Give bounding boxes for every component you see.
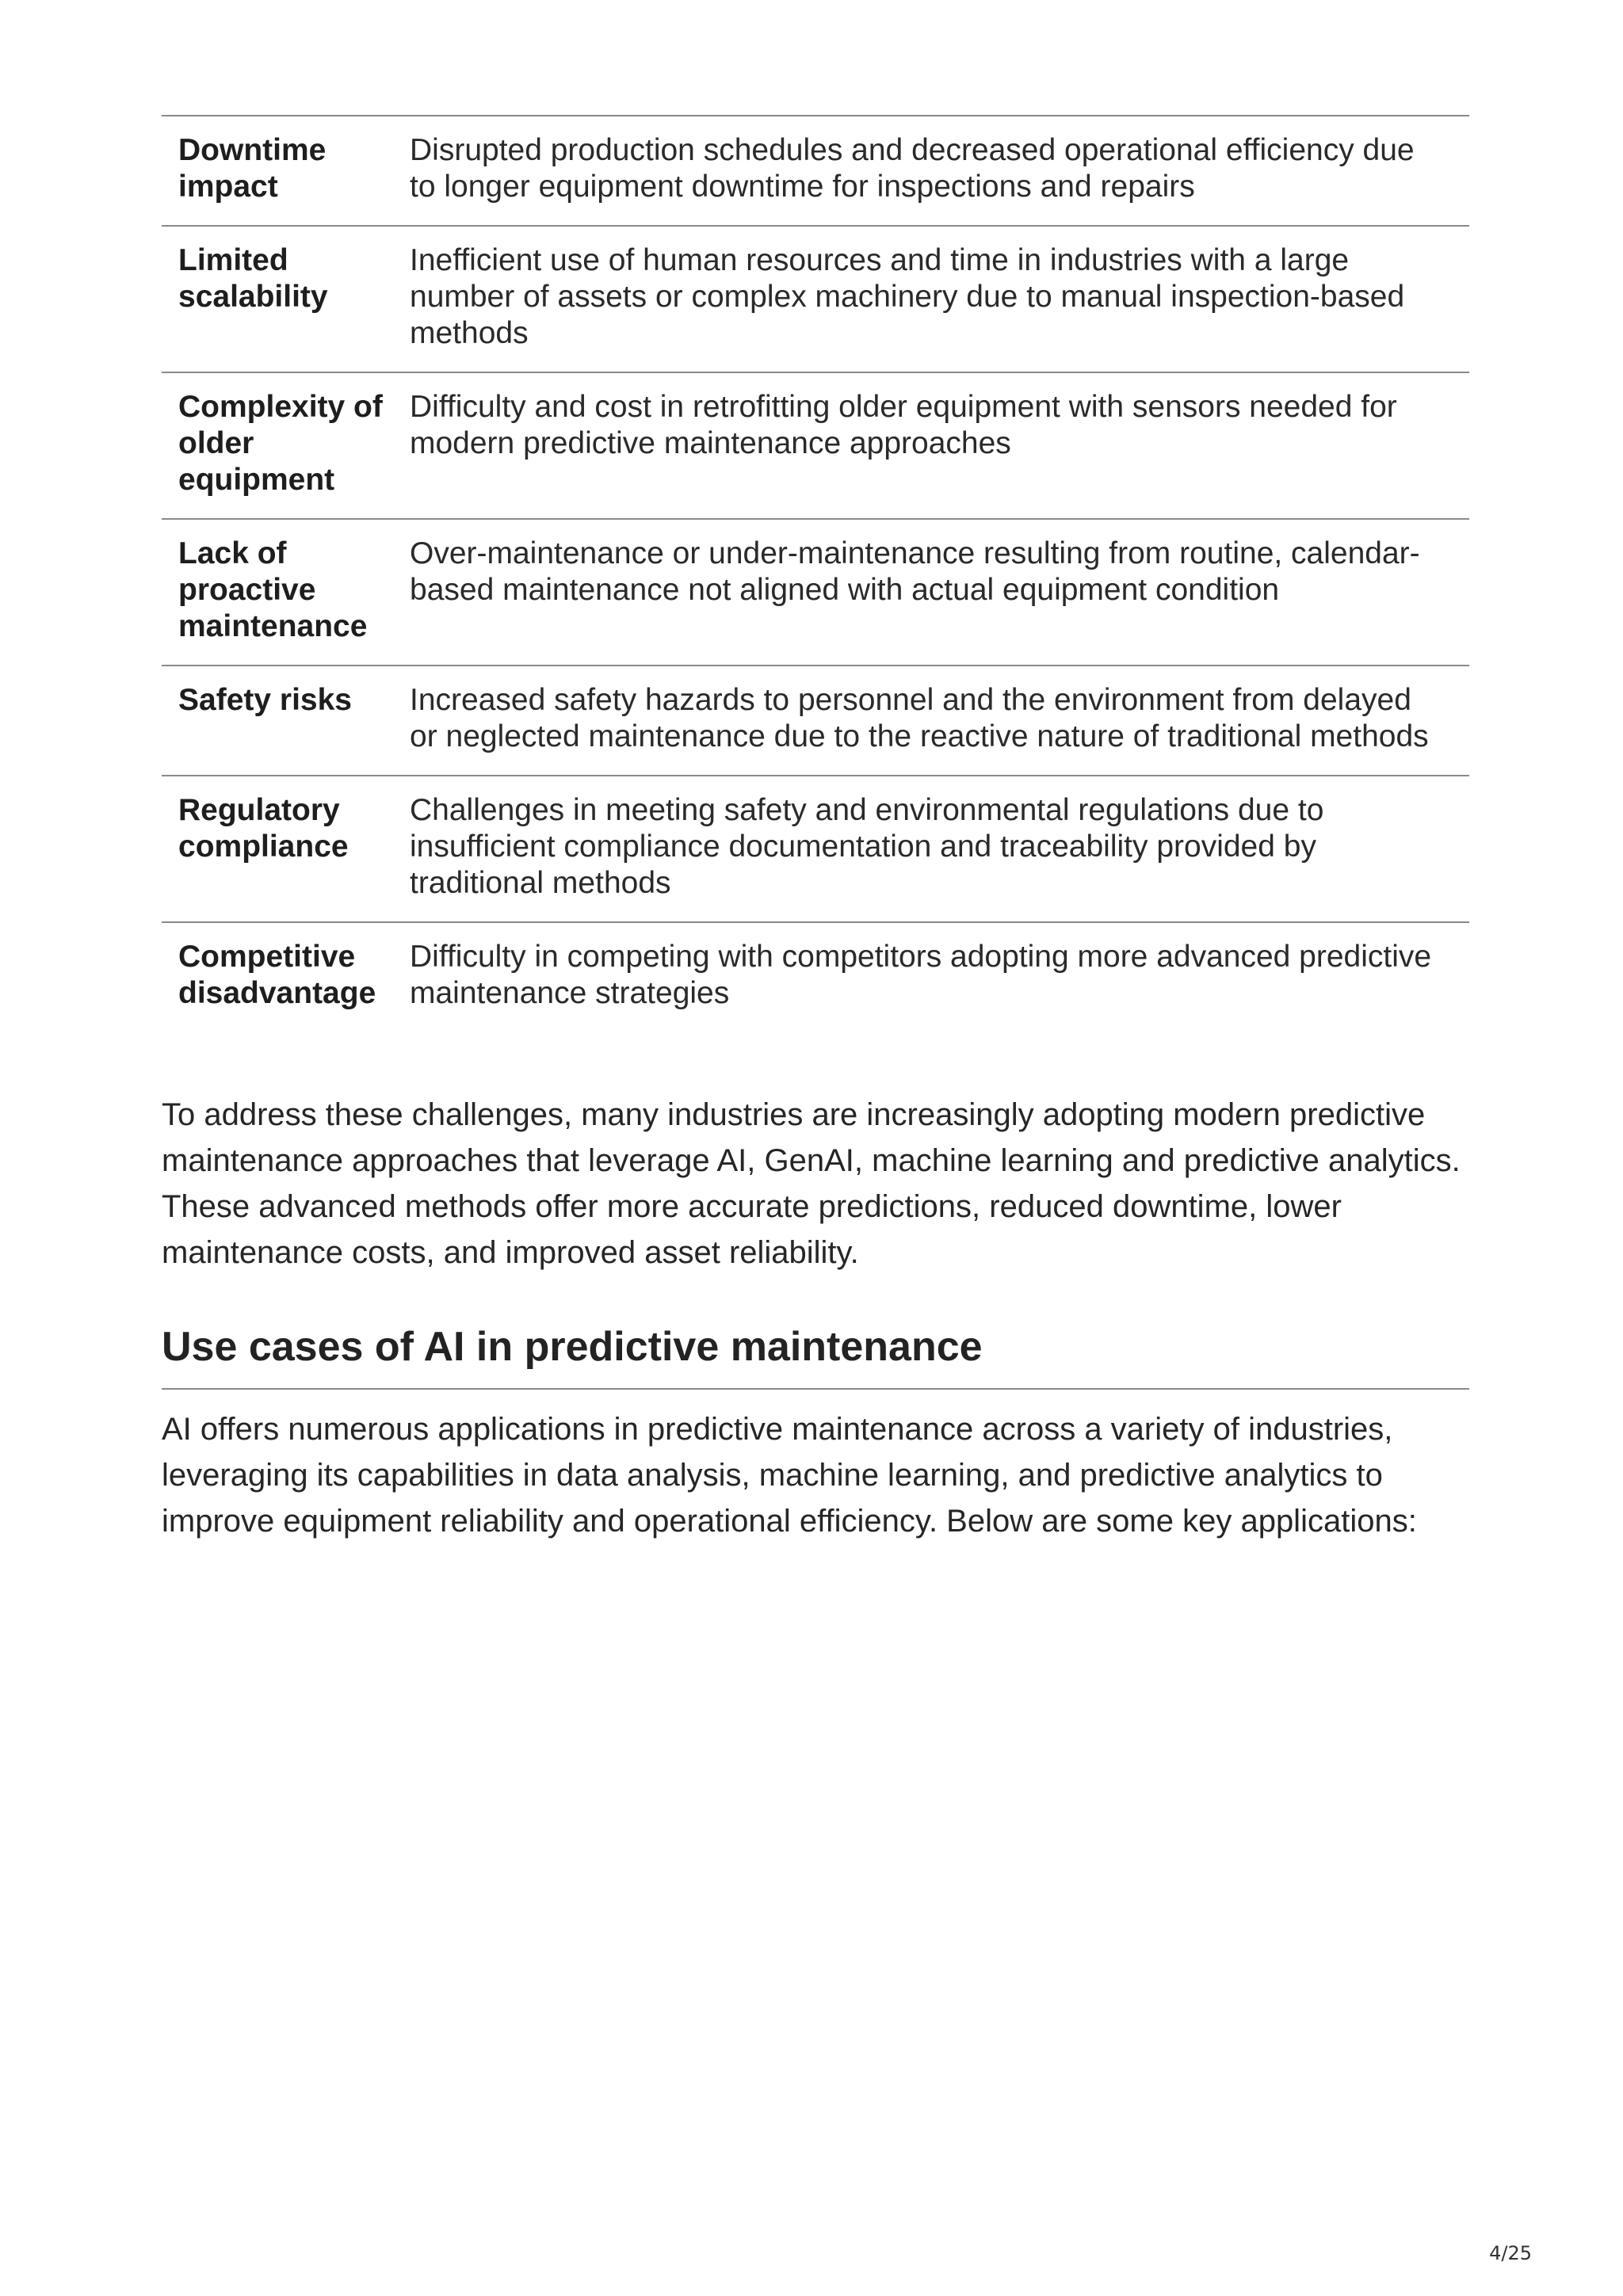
row-description: Inefficient use of human resources and time in industries with a large number of assets or complex machinery due to manual inspection-based methods	[410, 226, 1469, 372]
row-description: Difficulty in competing with competitors adopting more advanced predictive maintenance strategies	[410, 940, 1432, 1010]
row-term: Lack of proactive maintenance	[162, 519, 410, 666]
intro-paragraph: To address these challenges, many industries are increasingly adopting modern predictive maintenance approaches that leverage AI, GenAI, machine learning and predictive analytics. These advanced methods offer more accurate predictions, reduced downtime, lower maintenance costs, and improved asset reliability.	[162, 1097, 1461, 1270]
row-description: Difficulty and cost in retrofitting older equipment with sensors needed for modern predictive maintenance approaches	[410, 372, 1469, 519]
row-term: Safety risks	[162, 666, 410, 776]
section-heading: Use cases of AI in predictive maintenance	[162, 1322, 1469, 1390]
row-term: Regulatory compliance	[162, 776, 410, 922]
row-description: Disrupted production schedules and decreased operational efficiency due to longer equipment downtime for inspections and repairs	[410, 116, 1469, 226]
table-row	[162, 922, 1469, 1032]
row-term: Limited scalability	[162, 226, 410, 372]
page-number: 4/25	[1489, 2242, 1532, 2264]
row-description: Over-maintenance or under-maintenance resulting from routine, calendar-based maintenance not aligned with actual equipment condition	[410, 519, 1469, 666]
row-term: Downtime impact	[162, 116, 410, 226]
row-description: Increased safety hazards to personnel and the environment from delayed or neglected maintenance due to the reactive nature of traditional methods	[410, 666, 1469, 776]
row-term: Complexity of older equipment	[162, 372, 410, 519]
row-description: Challenges in meeting safety and environmental regulations due to insufficient compliance documentation and traceability provided by traditional methods	[410, 776, 1469, 922]
row-term: Competitive disadvantage	[178, 940, 376, 1010]
table-row	[162, 116, 1469, 226]
section-paragraph: AI offers numerous applications in predictive maintenance across a variety of industries, leveraging its capabilities in data analysis, machine learning, and predictive analytics to improve equipment reliability and operational efficiency. Below are some key applications:	[162, 1412, 1417, 1539]
table-row	[162, 666, 1469, 776]
table-row	[162, 372, 1469, 519]
challenges-table	[162, 115, 1469, 1032]
table-row	[162, 519, 1469, 666]
table-row	[162, 226, 1469, 372]
table-row	[162, 776, 1469, 922]
